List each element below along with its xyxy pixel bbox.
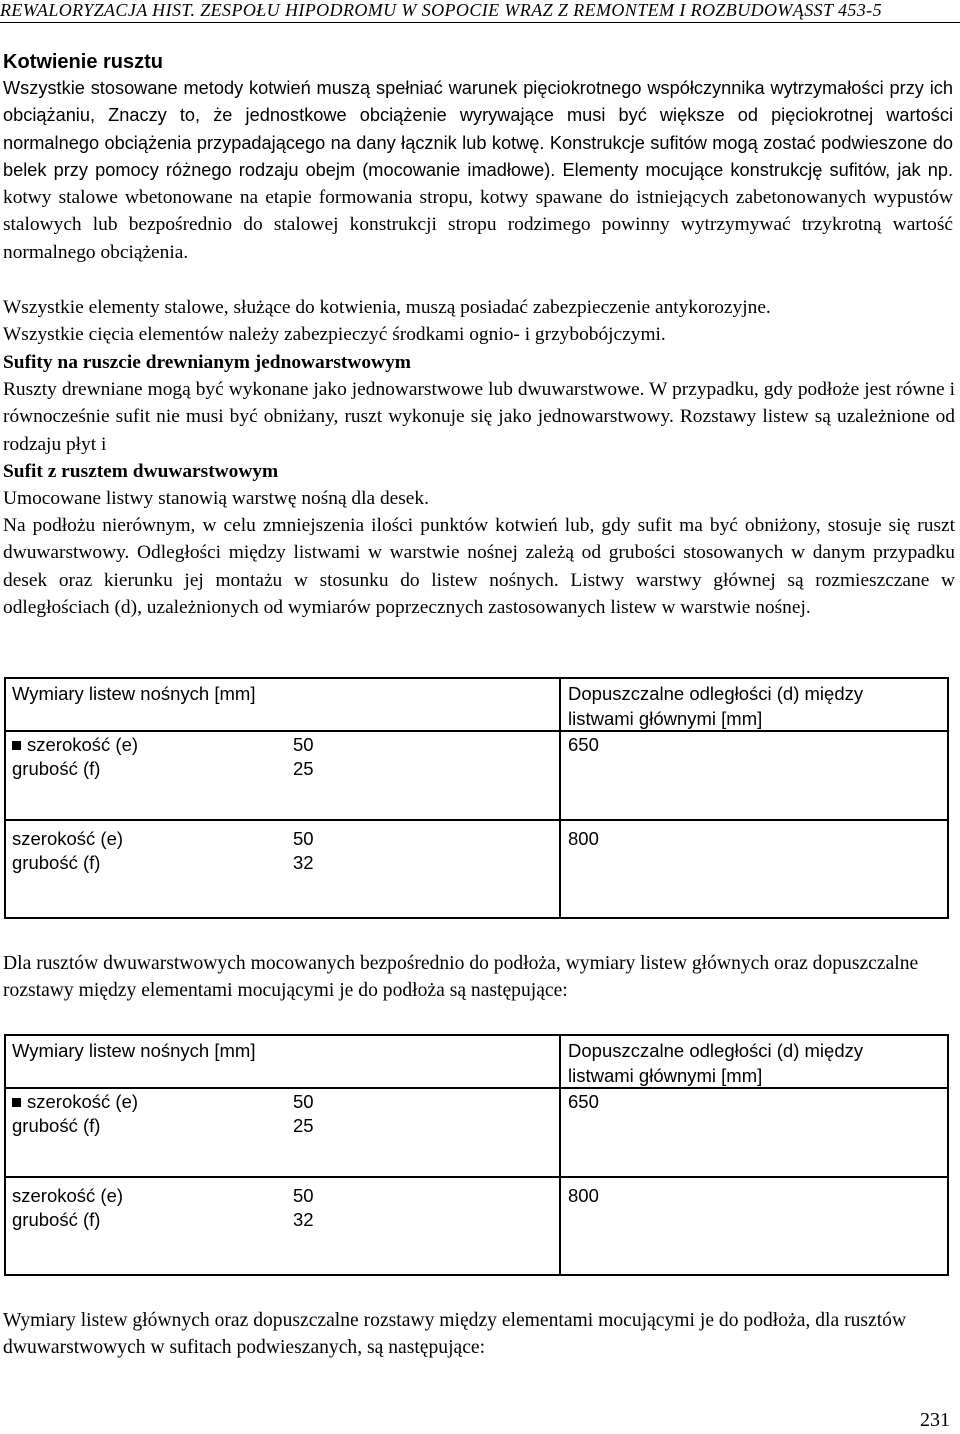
section-title: Kotwienie rusztu (3, 51, 164, 73)
table-cell-thickness-label: grubość (f) (12, 1209, 101, 1230)
table-cell-width-label: szerokość (e) (12, 828, 124, 849)
anchoring-paragraph-text: Wszystkie stosowane metody kotwień muszą spełniać warunek pięciokrotnego współczynnika wytrzymałości przy ich obciążaniu, Znaczy to, że jednostkowe obciążenie wyrywające musi być większe od pięciokrotnej wartości normalnego obciążenia przypadającego na dany łącznik lub kotwę. Konstrukcje sufitów mogą zostać podwieszone do belek przy pomocy różnego rodzaju obejm (mocowanie imadłowe). Elementy mocujące konstrukcję sufitów, jak np. (3, 78, 953, 180)
table-cell-width-value: 50 (293, 1185, 314, 1206)
table-cell-thickness-label: grubość (f) (12, 758, 101, 779)
bullet-icon (12, 1098, 21, 1107)
single-layer-heading: Sufity na ruszcie drewnianym jednowarstwowym (3, 352, 411, 373)
spec-table-2 (4, 1034, 949, 1276)
table-header-dimensions: Wymiary listew nośnych [mm] (12, 683, 256, 704)
anticorrosion-paragraph: Wszystkie elementy stalowe, służące do kotwienia, muszą posiadać zabezpieczenie antykorozyjne. (3, 297, 771, 318)
page-number: 231 (920, 1409, 950, 1431)
table-cell-thickness-value: 32 (293, 1209, 314, 1230)
table-header-distance-2: listwami głównymi [mm] (568, 708, 763, 729)
table-rule (6, 1176, 947, 1178)
suspended-ceiling-paragraph: Wymiary listew głównych oraz dopuszczalne rozstawy między elementami mocującymi je do podłoża, dla rusztów dwuwarstwowych w sufitach podwieszanych, są następujące: (3, 1310, 907, 1359)
bullet-icon (12, 741, 21, 750)
table-cell-width-label: szerokość (e) (12, 1185, 124, 1206)
table-cell-distance: 800 (568, 828, 599, 849)
anchoring-paragraph (3, 75, 953, 266)
table-rule (6, 730, 947, 732)
table-header-distance: Dopuszczalne odległości (d) między (568, 683, 864, 704)
table-rule (6, 1087, 947, 1089)
anchoring-paragraph-continued: kotwy stalowe wbetonowane na etapie formowania stropu, kotwy spawane do istniejących zabetonowanych wypustów stalowych lub bezpośrednio do stalowej konstrukcji stropu rodzimego powinny wytrzymywać trzykrotną wartość normalnego obciążenia. (3, 187, 953, 263)
table-cell-width-value: 50 (293, 1091, 314, 1112)
table-cell-width-label: szerokość (e) (10, 733, 138, 757)
table-header-distance: Dopuszczalne odległości (d) między (568, 1040, 864, 1061)
table-header-distance-2: listwami głównymi [mm] (568, 1065, 763, 1086)
spec-table-1 (4, 677, 949, 919)
table-cell-thickness-label: grubość (f) (12, 1115, 101, 1136)
table-cell-distance: 650 (568, 1091, 599, 1112)
battens-paragraph: Umocowane listwy stanowią warstwę nośną dla desek. (3, 488, 429, 509)
table-column-divider (559, 1036, 561, 1274)
table-rule (6, 819, 947, 821)
table-cell-width-value: 50 (293, 734, 314, 755)
table-cell-width-label: szerokość (e) (10, 1090, 138, 1114)
table-cell-distance: 800 (568, 1185, 599, 1206)
table-cell-thickness-value: 32 (293, 852, 314, 873)
table-cell-width-value: 50 (293, 828, 314, 849)
running-header (0, 0, 960, 23)
running-header-text: REWALORYZACJA HIST. ZESPOŁU HIPODROMU W SOPOCIE WRAZ Z REMONTEM I ROZBUDOWĄSST 453-5 (0, 0, 882, 20)
double-layer-heading: Sufit z rusztem dwuwarstwowym (3, 461, 279, 482)
single-layer-paragraph: Ruszty drewniane mogą być wykonane jako jednowarstwowe lub dwuwarstwowe. W przypadku, gdy podłoże jest równe i równocześnie sufit nie musi być obniżany, ruszt wykonuje się jako jednowarstwowy. Rozstawy listew są uzależnione od rodzaju płyt i (3, 379, 955, 455)
table-cell-distance: 650 (568, 734, 599, 755)
table-header-dimensions: Wymiary listew nośnych [mm] (12, 1040, 256, 1061)
fire-protection-paragraph: Wszystkie cięcia elementów należy zabezpieczyć środkami ognio- i grzybobójczymi. (3, 324, 666, 345)
table-cell-thickness-value: 25 (293, 758, 314, 779)
table-column-divider (559, 679, 561, 917)
table-cell-thickness-label: grubość (f) (12, 852, 101, 873)
double-layer-paragraph: Na podłożu nierównym, w celu zmniejszenia ilości punktów kotwień lub, gdy sufit ma być obniżony, stosuje się ruszt dwuwarstwowy. Odległości między listwami w warstwie nośnej zależą od grubości stosowanych w danym przypadku desek oraz kierunku jej montażu w stosunku do listew nośnych. Listwy warstwy głównej są rozmieszczane w odległościach (d), uzależnionych od wymiarów poprzecznych zastosowanych listew w warstwie nośnej. (3, 515, 955, 618)
table-cell-thickness-value: 25 (293, 1115, 314, 1136)
direct-mount-paragraph: Dla rusztów dwuwarstwowych mocowanych bezpośrednio do podłoża, wymiary listew głównych oraz dopuszczalne rozstawy między elementami mocującymi je do podłoża są następujące: (3, 953, 919, 1002)
